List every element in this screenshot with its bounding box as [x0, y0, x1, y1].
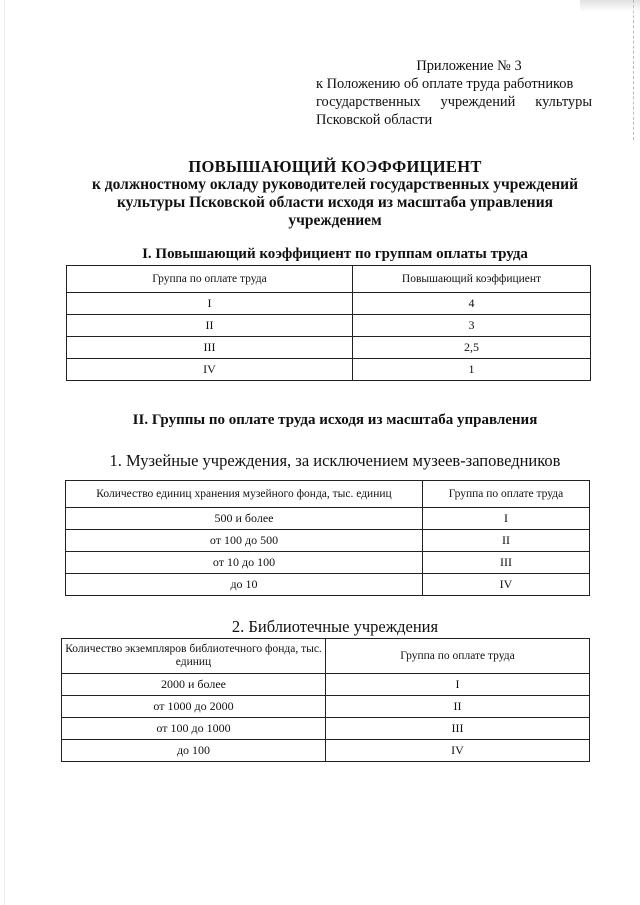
title-line-3: учреждением	[288, 212, 382, 229]
table-cell: I	[326, 674, 590, 696]
section-1-title: I. Повышающий коэффициент по группам оплаты труда	[142, 246, 528, 262]
museums-table	[65, 480, 590, 596]
table-cell: III	[326, 718, 590, 740]
title-main: ПОВЫШАЮЩИЙ КОЭФФИЦИЕНТ	[188, 157, 482, 176]
appendix-line-1: к Положению об оплате труда работников	[316, 76, 574, 92]
table-row	[66, 574, 590, 596]
column-header: Количество единиц хранения музейного фонда, тыс. единиц	[66, 481, 423, 508]
table-cell: 2,5	[353, 337, 591, 359]
section-2-title: II. Группы по оплате труда исходя из масштаба управления	[132, 412, 538, 428]
museums-title: 1. Музейные учреждения, за исключением музеев-заповедников	[109, 451, 561, 470]
column-header: Группа по оплате труда	[67, 266, 353, 293]
column-header: Группа по оплате труда	[423, 481, 590, 508]
table-cell: от 10 до 100	[66, 552, 423, 574]
table-cell: I	[423, 508, 590, 530]
table-cell: IV	[423, 574, 590, 596]
appendix-line-3: Псковской области	[316, 112, 433, 128]
title-line-1: к должностному окладу руководителей государственных учреждений	[91, 176, 579, 193]
table-header-row	[62, 639, 590, 674]
appendix-line-2: государственных учреждений культуры	[316, 94, 592, 110]
column-header: Количество экземпляров библиотечного фонда, тыс. единиц	[62, 639, 326, 674]
table-cell: до 10	[66, 574, 423, 596]
table-cell: IV	[67, 359, 353, 381]
table-cell: III	[67, 337, 353, 359]
table-cell: 4	[353, 293, 591, 315]
document-title	[60, 158, 610, 230]
libraries-title: 2. Библиотечные учреждения	[231, 617, 439, 636]
table-row	[67, 359, 591, 381]
table-row	[67, 315, 591, 337]
table-cell: до 100	[62, 740, 326, 762]
table-cell: 3	[353, 315, 591, 337]
table-cell: от 100 до 1000	[62, 718, 326, 740]
table-row	[62, 674, 590, 696]
table-cell: I	[67, 293, 353, 315]
appendix-header	[316, 57, 592, 129]
table-row	[66, 508, 590, 530]
table-row	[66, 530, 590, 552]
table-cell: 500 и более	[66, 508, 423, 530]
table-cell: 2000 и более	[62, 674, 326, 696]
table-cell: II	[423, 530, 590, 552]
table-cell: III	[423, 552, 590, 574]
table-cell: 1	[353, 359, 591, 381]
table-cell: II	[67, 315, 353, 337]
table-cell: II	[326, 696, 590, 718]
table-row	[66, 552, 590, 574]
table-row	[62, 696, 590, 718]
table-cell: IV	[326, 740, 590, 762]
scan-edge-right	[632, 0, 634, 140]
table-cell: от 100 до 500	[66, 530, 423, 552]
table-row	[67, 337, 591, 359]
column-header: Группа по оплате труда	[326, 639, 590, 674]
column-header: Повышающий коэффициент	[353, 266, 591, 293]
libraries-table	[61, 638, 590, 762]
table-row	[67, 293, 591, 315]
scan-edge-left	[4, 0, 6, 905]
scan-artifact	[580, 0, 640, 12]
table-row	[62, 718, 590, 740]
table-cell: от 1000 до 2000	[62, 696, 326, 718]
appendix-number: Приложение № 3	[416, 58, 522, 74]
title-line-2: культуры Псковской области исходя из масштаба управления	[116, 194, 554, 211]
coefficient-table	[66, 265, 591, 381]
table-row	[62, 740, 590, 762]
table-header-row	[67, 266, 591, 293]
table-header-row	[66, 481, 590, 508]
